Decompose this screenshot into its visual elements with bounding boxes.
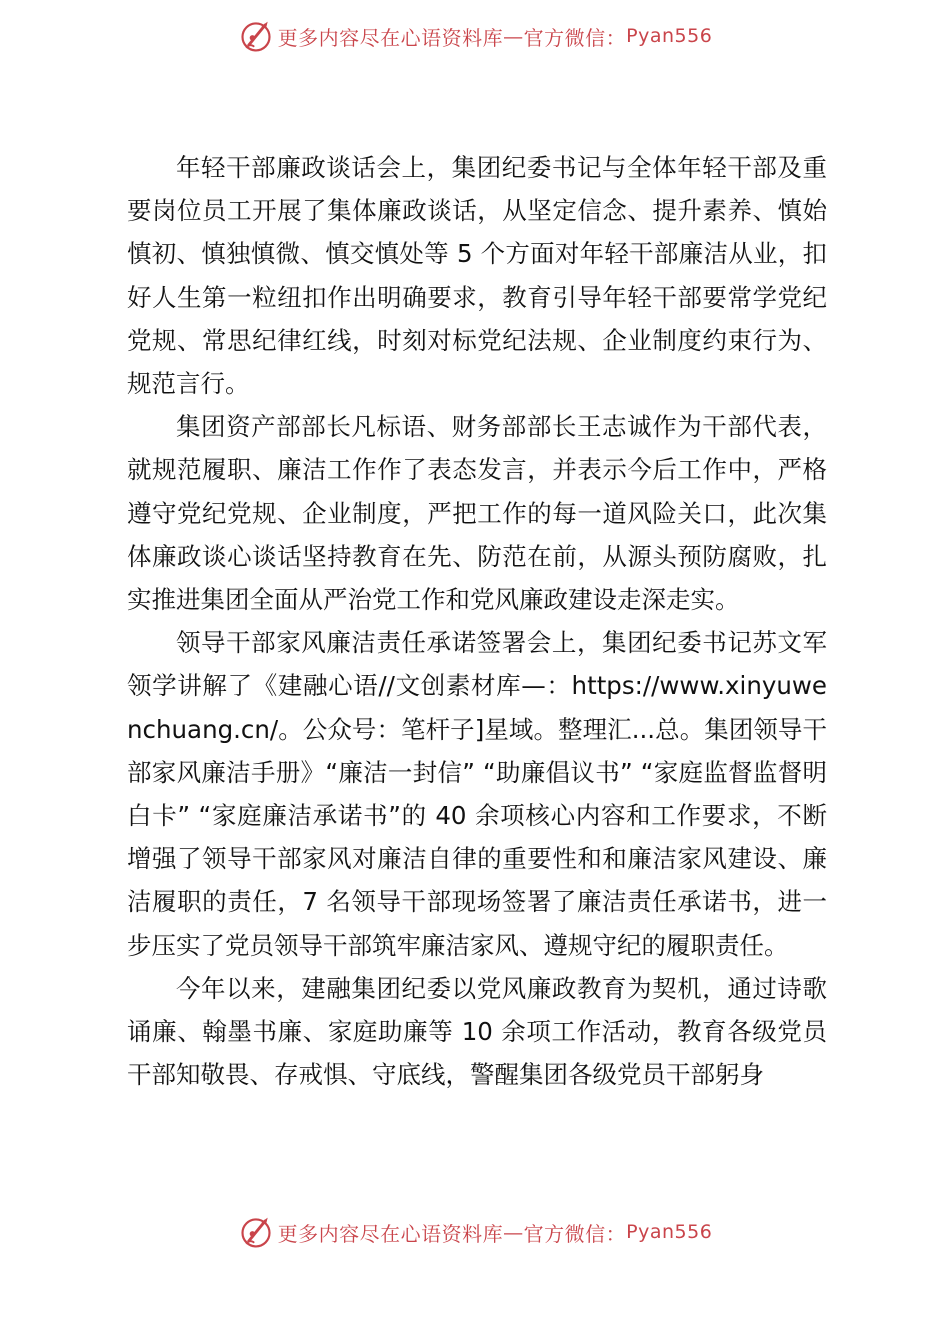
brand-logo-icon [238, 1214, 274, 1250]
banner-main-text: 更多内容尽在心语资料库 [277, 25, 504, 50]
banner-wechat-label: 官方微信： [523, 1221, 627, 1246]
banner-account: Pyan556 [626, 25, 713, 47]
paragraph-2: 集团资产部部长凡标语、财务部部长王志诚作为干部代表，就规范履职、廉洁工作作了表态发言，并表示今后工作中，严格遵守党纪党规、企业制度，严把工作的每一道风险关口，此次集体廉政谈心谈话坚持教育在先、防范在前，从源头预防腐败，扎实推进集团全面从严治党工作和党风廉政建设走深走实。 [127, 412, 827, 615]
paragraph-3: 领导干部家风廉洁责任承诺签署会上，集团纪委书记苏文军领学讲解了《建融心语//文创素材库—：https://www.xinyuwenchuang.cn/。公众号：笔杆子]星域。整理汇...总。集团领导干部家风廉洁手册》“廉洁一封信” “助廉倡议书” “家庭监督监督明白卡” “家庭廉洁承诺书”的 40 余项核心内容和工作要求，不断增强了领导干部家风对廉洁自律的重要性和和廉洁家风建设、廉洁履职的责任，7 名领导干部现场签署了廉洁责任承诺书，进一步压实了党员领导干部筑牢廉洁家风、遵规守纪的履职责任。 [127, 628, 827, 960]
banner-account: Pyan556 [626, 1221, 713, 1243]
document-body [127, 146, 827, 1096]
footer-banner [0, 1210, 950, 1254]
banner-dash: — [503, 24, 524, 48]
header-banner [0, 14, 950, 58]
banner-main-text: 更多内容尽在心语资料库 [277, 1221, 504, 1246]
banner-wechat-label: 官方微信： [523, 25, 627, 50]
brand-logo-icon [238, 18, 274, 54]
paragraph-1: 年轻干部廉政谈话会上，集团纪委书记与全体年轻干部及重要岗位员工开展了集体廉政谈话，从坚定信念、提升素养、慎始慎初、慎独慎微、慎交慎处等 5 个方面对年轻干部廉洁从业，扣好人生第一粒纽扣作出明确要求，教育引导年轻干部要常学党纪党规、常思纪律红线，时刻对标党纪法规、企业制度约束行为、规范言行。 [127, 153, 827, 399]
paragraph-4: 今年以来，建融集团纪委以党风廉政教育为契机，通过诗歌诵廉、翰墨书廉、家庭助廉等 10 余项工作活动，教育各级党员干部知敬畏、存戒惧、守底线，警醒集团各级党员干部躬身 [127, 973, 827, 1090]
banner-dash: — [503, 1220, 524, 1244]
